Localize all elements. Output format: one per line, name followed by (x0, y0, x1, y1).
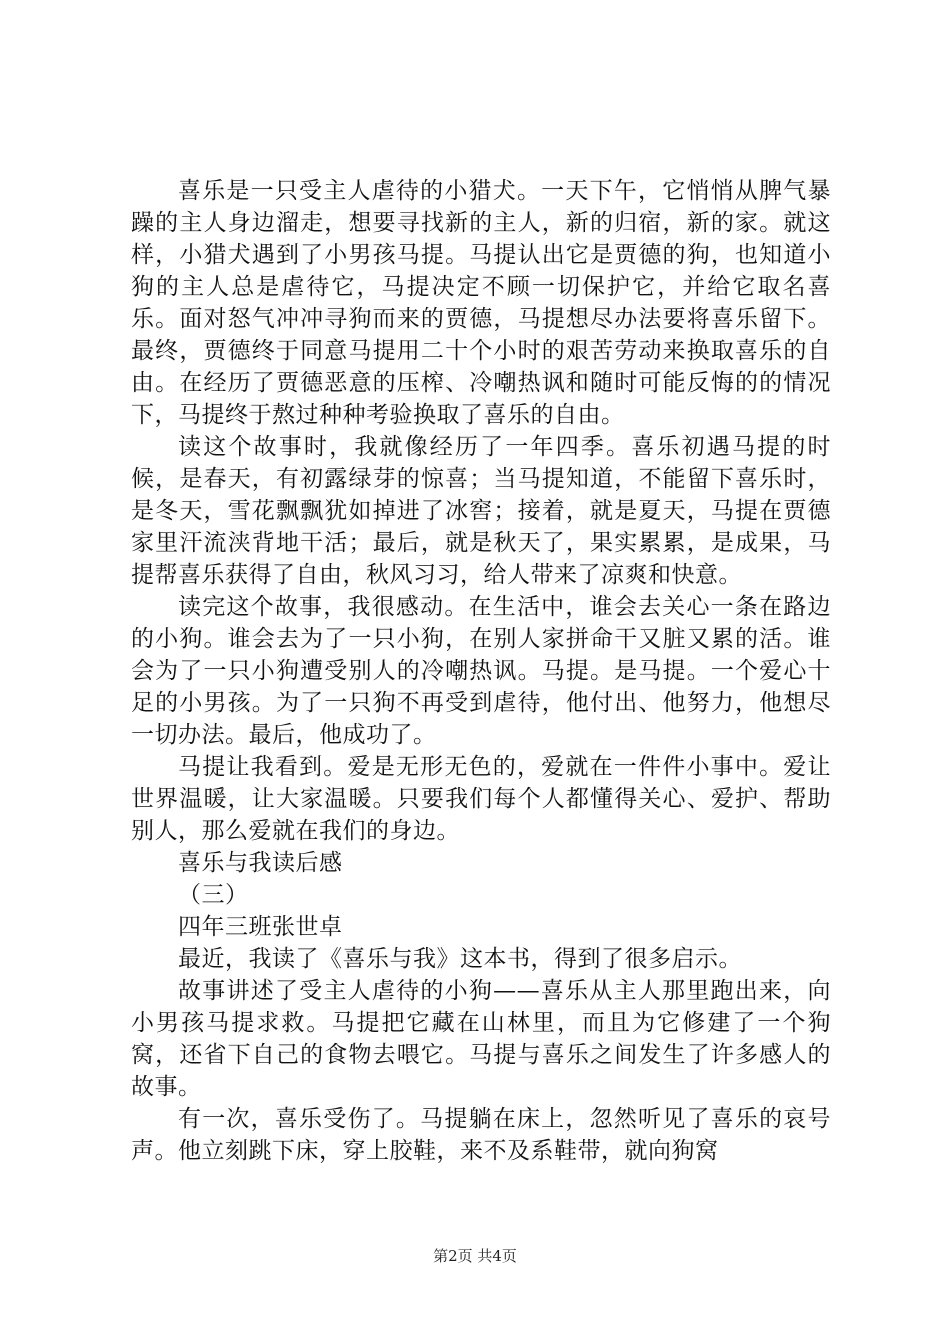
paragraph-2: 读这个故事时，我就像经历了一年四季。喜乐初遇马提的时候，是春天，有初露绿芽的惊喜；当马提知道，不能留下喜乐时，是冬天，雪花飘飘犹如掉进了冰窖；接着，就是夏天，马提在贾德家里汗流浃背地干活；最后，就是秋天了，果实累累，是成果，马提帮喜乐获得了自由，秋风习习，给人带来了凉爽和快意。 (131, 434, 831, 588)
author-line: 四年三班张世卓 (178, 914, 343, 940)
section-marker: （三） (178, 882, 249, 908)
paragraph-6: 故事讲述了受主人虐待的小狗——喜乐从主人那里跑出来，向小男孩马提求救。马提把它藏在山林里，而且为它修建了一个狗窝，还省下自己的食物去喂它。马提与喜乐之间发生了许多感人的故事。 (131, 978, 831, 1100)
paragraph-7: 有一次，喜乐受伤了。马提躺在床上，忽然听见了喜乐的哀号声。他立刻跳下床，穿上胶鞋，来不及系鞋带，就向狗窝 (131, 1106, 831, 1164)
paragraph-5: 最近，我读了《喜乐与我》这本书，得到了很多启示。 (178, 946, 742, 972)
paragraph-1: 喜乐是一只受主人虐待的小猎犬。一天下午，它悄悄从脾气暴躁的主人身边溜走，想要寻找新的主人，新的归宿，新的家。就这样，小猎犬遇到了小男孩马提。马提认出它是贾德的狗，也知道小狗的主人总是虐待它，马提决定不顾一切保护它，并给它取名喜乐。面对怒气冲冲寻狗而来的贾德，马提想尽办法要将喜乐留下。最终，贾德终于同意马提用二十个小时的艰苦劳动来换取喜乐的自由。在经历了贾德恶意的压榨、冷嘲热讽和随时可能反悔的的情况下，马提终于熬过种种考验换取了喜乐的自由。 (131, 178, 831, 428)
paragraph-4: 马提让我看到。爱是无形无色的，爱就在一件件小事中。爱让世界温暖，让大家温暖。只要我们每个人都懂得关心、爱护、帮助别人，那么爱就在我们的身边。 (131, 754, 831, 844)
article-heading: 喜乐与我读后感 (178, 850, 343, 876)
article-body (131, 175, 831, 1167)
page-number-footer: 第2页 共4页 (433, 1247, 517, 1265)
paragraph-3: 读完这个故事，我很感动。在生活中，谁会去关心一条在路边的小狗。谁会去为了一只小狗，在别人家拼命干又脏又累的活。谁会为了一只小狗遭受别人的冷嘲热讽。马提。是马提。一个爱心十足的小男孩。为了一只狗不再受到虐待，他付出、他努力，他想尽一切办法。最后，他成功了。 (131, 594, 831, 748)
